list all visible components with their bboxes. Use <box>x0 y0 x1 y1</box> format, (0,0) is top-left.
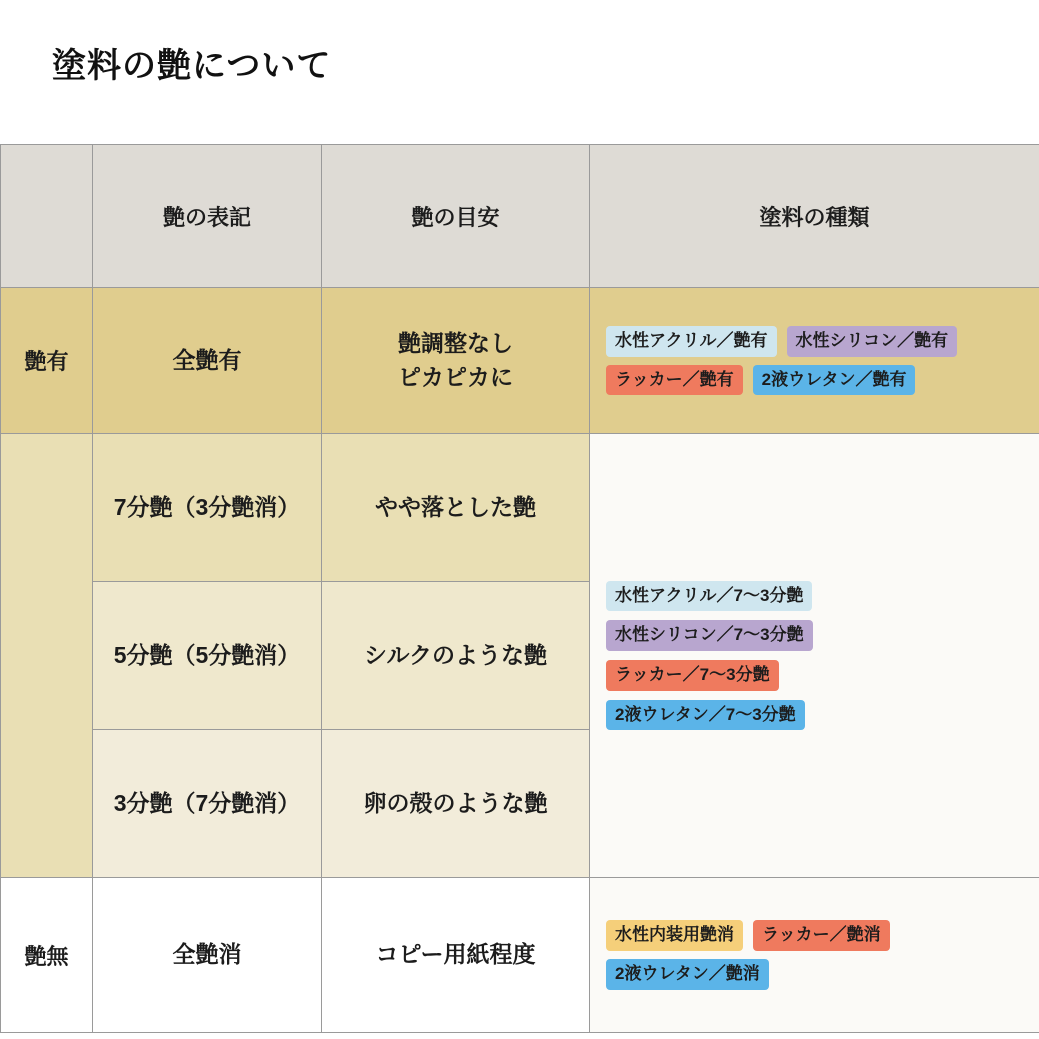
header-guide: 艶の目安 <box>322 145 590 288</box>
paint-type-cell-mid <box>590 434 1039 878</box>
paint-tag: 水性内装用艶消 <box>606 920 743 951</box>
header-notation: 艶の表記 <box>93 145 322 288</box>
table-header <box>1 145 1039 288</box>
paint-tag: 2液ウレタン／艶有 <box>753 365 916 396</box>
guide-cell: やや落とした艶 <box>322 434 590 582</box>
tag-group <box>606 920 1027 989</box>
header-paint-type: 塗料の種類 <box>590 145 1039 288</box>
table-row <box>1 434 1039 582</box>
gloss-table <box>0 144 1039 1033</box>
header-blank <box>1 145 93 288</box>
guide-cell: 卵の殻のような艶 <box>322 730 590 878</box>
group-label-gloss: 艶有 <box>1 288 93 434</box>
paint-tag: ラッカー／艶消 <box>753 920 890 951</box>
notation-cell: 全艶有 <box>93 288 322 434</box>
tag-group <box>606 581 1027 730</box>
guide-line-1: 艶調整なし <box>398 330 513 357</box>
paint-tag: 水性シリコン／7〜3分艶 <box>606 620 813 651</box>
notation-cell: 7分艶（3分艶消） <box>93 434 322 582</box>
notation-cell: 3分艶（7分艶消） <box>93 730 322 878</box>
notation-cell: 全艶消 <box>93 878 322 1033</box>
guide-cell <box>322 288 590 434</box>
paint-tag: ラッカー／7〜3分艶 <box>606 660 779 691</box>
table-row <box>1 878 1039 1033</box>
guide-cell: コピー用紙程度 <box>322 878 590 1033</box>
paint-type-cell-gloss <box>590 288 1039 434</box>
paint-tag: 2液ウレタン／艶消 <box>606 959 769 990</box>
table-header-row <box>1 145 1039 288</box>
paint-type-cell-matte <box>590 878 1039 1033</box>
tag-group <box>606 326 1027 395</box>
paint-tag: 2液ウレタン／7〜3分艶 <box>606 700 805 731</box>
guide-line-2: ピカピカに <box>398 363 513 390</box>
table-body <box>1 288 1039 1033</box>
paint-tag: ラッカー／艶有 <box>606 365 743 396</box>
paint-tag: 水性アクリル／7〜3分艶 <box>606 581 812 612</box>
guide-cell: シルクのような艶 <box>322 582 590 730</box>
notation-cell: 5分艶（5分艶消） <box>93 582 322 730</box>
group-label-matte: 艶無 <box>1 878 93 1033</box>
paint-tag: 水性シリコン／艶有 <box>787 326 958 357</box>
paint-tag: 水性アクリル／艶有 <box>606 326 777 357</box>
group-label-blank <box>1 434 93 878</box>
table-row <box>1 288 1039 434</box>
page-title: 塗料の艶について <box>52 47 332 85</box>
